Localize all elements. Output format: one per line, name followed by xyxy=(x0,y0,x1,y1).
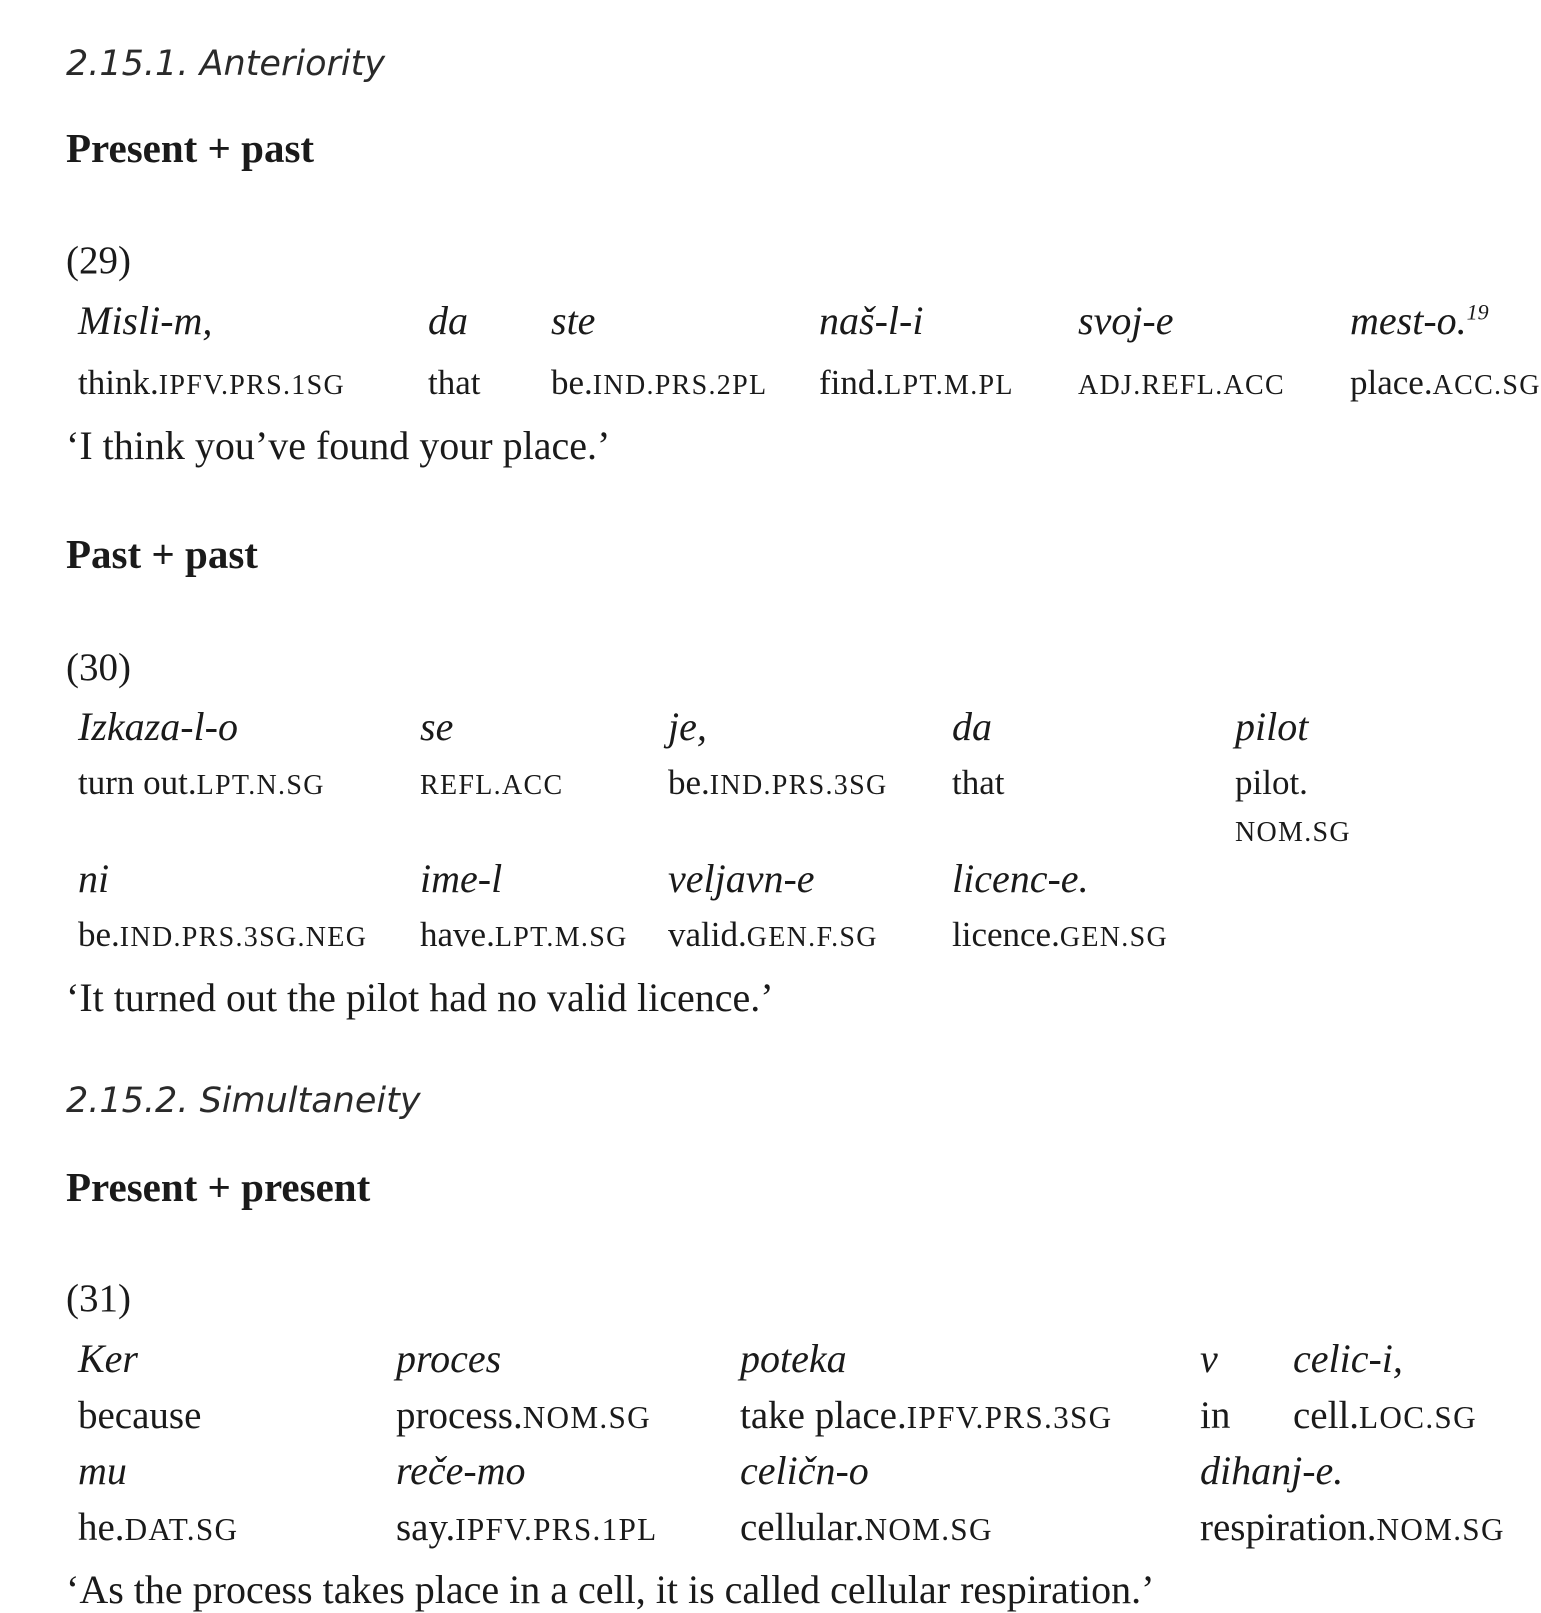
ex30-word: licenc-e. xyxy=(952,856,1089,901)
heading-past-past: Past + past xyxy=(66,531,258,577)
ex31-word: celičn-o xyxy=(740,1448,869,1493)
ex31-gloss: cellular.NOM.SG xyxy=(740,1506,993,1549)
ex29-word xyxy=(1350,297,1489,344)
example-number-30: (30) xyxy=(66,646,131,689)
ex31-word: reče-mo xyxy=(396,1448,526,1493)
ex29-word: naš-l-i xyxy=(819,298,924,343)
ex30-word: ni xyxy=(78,856,110,901)
ex30-gloss: REFL.ACC xyxy=(420,770,564,801)
ex29-gloss: ADJ.REFL.ACC xyxy=(1078,370,1285,401)
ex31-word: dihanj-e. xyxy=(1200,1448,1344,1493)
ex30-gloss: be.IND.PRS.3SG.NEG xyxy=(78,915,368,954)
ex31-gloss: cell.LOC.SG xyxy=(1293,1394,1477,1437)
ex31-gloss: because xyxy=(78,1394,202,1437)
ex31-word: Ker xyxy=(78,1336,138,1381)
ex31-word: v xyxy=(1200,1336,1218,1381)
heading-present-present: Present + present xyxy=(66,1164,371,1210)
ex30-word: Izkaza-l-o xyxy=(78,704,238,749)
ex29-word: svoj-e xyxy=(1078,298,1174,343)
ex31-gloss: process.NOM.SG xyxy=(396,1394,651,1437)
ex30-gloss: that xyxy=(952,763,1005,802)
ex31-gloss: he.DAT.SG xyxy=(78,1506,239,1549)
ex29-translation: ‘I think you’ve found your place.’ xyxy=(66,423,611,468)
ex31-translation: ‘As the process takes place in a cell, it is called cellular respiration.’ xyxy=(66,1567,1155,1612)
ex30-word: je, xyxy=(668,704,707,749)
ex31-gloss: say.IPFV.PRS.1PL xyxy=(396,1506,658,1549)
ex31-word: proces xyxy=(396,1336,502,1381)
ex29-word: ste xyxy=(551,298,596,343)
ex29-word: Misli-m, xyxy=(78,298,213,343)
ex30-translation: ‘It turned out the pilot had no valid licence.’ xyxy=(66,975,774,1020)
ex29-word-text: mest-o. xyxy=(1350,298,1467,343)
ex30-gloss: have.LPT.M.SG xyxy=(420,915,628,954)
heading-present-past: Present + past xyxy=(66,125,315,171)
example-number-29: (29) xyxy=(66,239,131,282)
ex31-gloss: respiration.NOM.SG xyxy=(1200,1506,1505,1549)
ex30-word: se xyxy=(420,704,454,749)
ex30-gloss: valid.GEN.F.SG xyxy=(668,915,878,954)
ex31-word: mu xyxy=(78,1448,127,1493)
ex31-gloss: take place.IPFV.PRS.3SG xyxy=(740,1394,1113,1437)
ex29-gloss: that xyxy=(428,363,481,402)
ex30-word: da xyxy=(952,704,992,749)
section-title-simultaneity: 2.15.2. Simultaneity xyxy=(66,1081,421,1121)
ex29-gloss: place.ACC.SG xyxy=(1350,363,1541,402)
ex31-gloss: in xyxy=(1200,1394,1231,1437)
ex29-word: da xyxy=(428,298,468,343)
ex30-word: ime-l xyxy=(420,856,503,901)
footnote-marker-19[interactable]: 19 xyxy=(1466,299,1489,325)
example-number-31: (31) xyxy=(66,1277,131,1320)
ex29-gloss: find.LPT.M.PL xyxy=(819,363,1014,402)
ex31-word: celic-i, xyxy=(1293,1336,1403,1381)
ex31-word: poteka xyxy=(740,1336,847,1381)
ex30-word: pilot xyxy=(1235,704,1309,749)
ex30-gloss: be.IND.PRS.3SG xyxy=(668,763,888,802)
ex30-gloss: licence.GEN.SG xyxy=(952,915,1168,954)
ex29-gloss: think.IPFV.PRS.1SG xyxy=(78,363,345,402)
ex30-gloss: pilot. xyxy=(1235,763,1308,802)
ex30-gloss: turn out.LPT.N.SG xyxy=(78,763,325,802)
ex29-gloss: be.IND.PRS.2PL xyxy=(551,363,768,402)
section-title-anteriority: 2.15.1. Anteriority xyxy=(66,44,386,84)
ex30-gloss-wrapped: NOM.SG xyxy=(1235,817,1351,848)
ex30-word: veljavn-e xyxy=(668,856,815,901)
